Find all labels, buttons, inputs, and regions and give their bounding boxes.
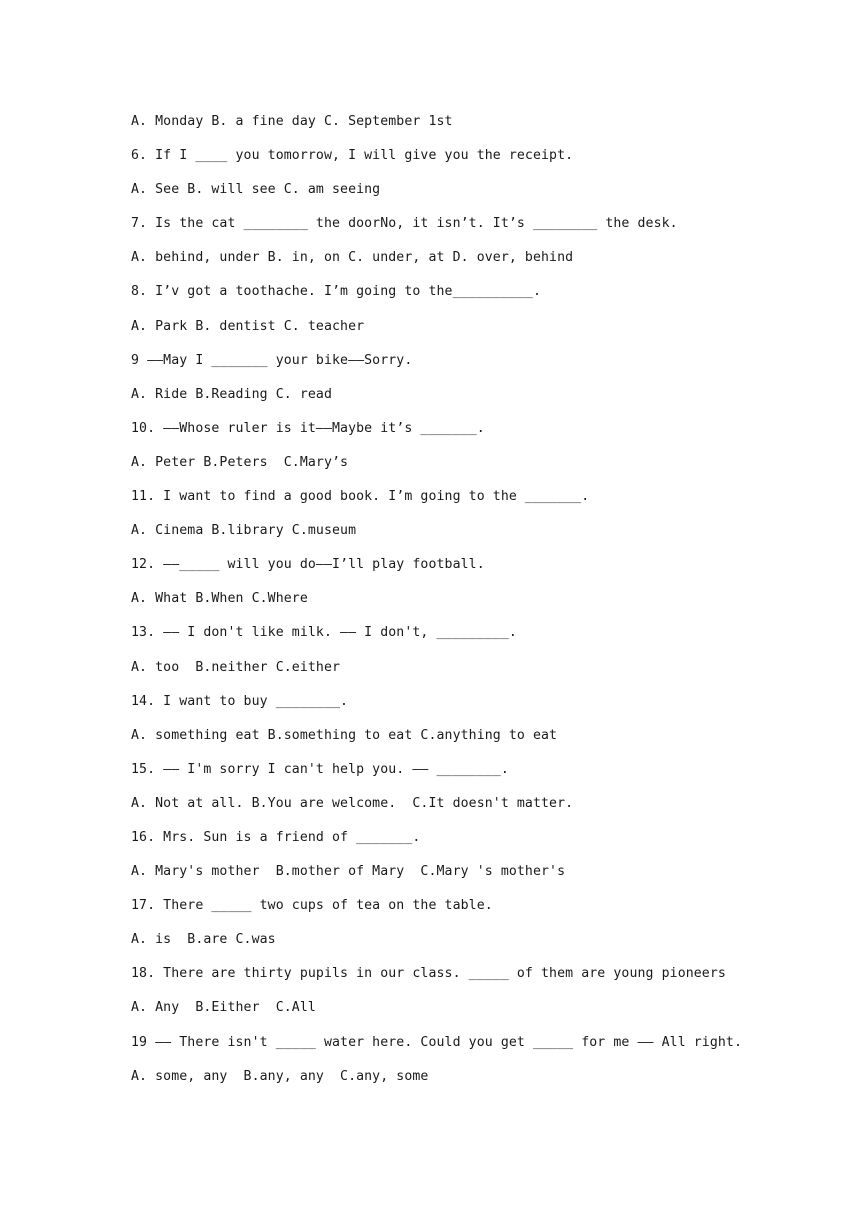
answer-options-11: A. Cinema B.library C.museum <box>131 523 357 539</box>
answer-options-18: A. Any B.Either C.All <box>131 1000 316 1016</box>
answer-options-14: A. something eat B.something to eat C.anything to eat <box>131 727 558 743</box>
answer-options-8: A. Park B. dentist C. teacher <box>131 318 365 334</box>
question-7: 7. Is the cat ________ the doorNo, it isn’t. It’s ________ the desk. <box>131 216 678 232</box>
answer-options-15: A. Not at all. B.You are welcome. C.It doesn't matter. <box>131 795 574 811</box>
question-8: 8. I’v got a toothache. I’m going to the__________. <box>131 284 542 300</box>
question-12: 12. ——_____ will you do——I’ll play football. <box>131 557 485 573</box>
question-14: 14. I want to buy ________. <box>131 693 349 709</box>
answer-options-7: A. behind, under B. in, on C. under, at D. over, behind <box>131 250 574 266</box>
answer-options-10: A. Peter B.Peters C.Mary’s <box>131 454 349 470</box>
question-19: 19 —— There isn't _____ water here. Could you get _____ for me —— All right. <box>131 1034 743 1050</box>
question-18: 18. There are thirty pupils in our class. _____ of them are young pioneers <box>131 966 726 982</box>
answer-options-19: A. some, any B.any, any C.any, some <box>131 1068 429 1084</box>
question-13: 13. —— I don't like milk. —— I don't, _________. <box>131 625 517 641</box>
question-list <box>131 112 831 1101</box>
answer-options-13: A. too B.neither C.either <box>131 659 341 675</box>
question-10: 10. ——Whose ruler is it——Maybe it’s _______. <box>131 420 485 436</box>
answer-options-6: A. See B. will see C. am seeing <box>131 182 381 198</box>
answer-options-17: A. is B.are C.was <box>131 932 276 948</box>
question-17: 17. There _____ two cups of tea on the table. <box>131 898 493 914</box>
question-9: 9 ——May I _______ your bike——Sorry. <box>131 352 413 368</box>
question-15: 15. —— I'm sorry I can't help you. —— ________. <box>131 761 509 777</box>
answer-options-16: A. Mary's mother B.mother of Mary C.Mary 's mother's <box>131 864 566 880</box>
answer-options-5: A. Monday B. a fine day C. September 1st <box>131 114 453 129</box>
question-16: 16. Mrs. Sun is a friend of _______. <box>131 829 421 845</box>
answer-options-12: A. What B.When C.Where <box>131 591 308 607</box>
question-11: 11. I want to find a good book. I’m going to the _______. <box>131 489 590 505</box>
answer-options-9: A. Ride B.Reading C. read <box>131 386 332 402</box>
question-6: 6. If I ____ you tomorrow, I will give you the receipt. <box>131 148 574 164</box>
